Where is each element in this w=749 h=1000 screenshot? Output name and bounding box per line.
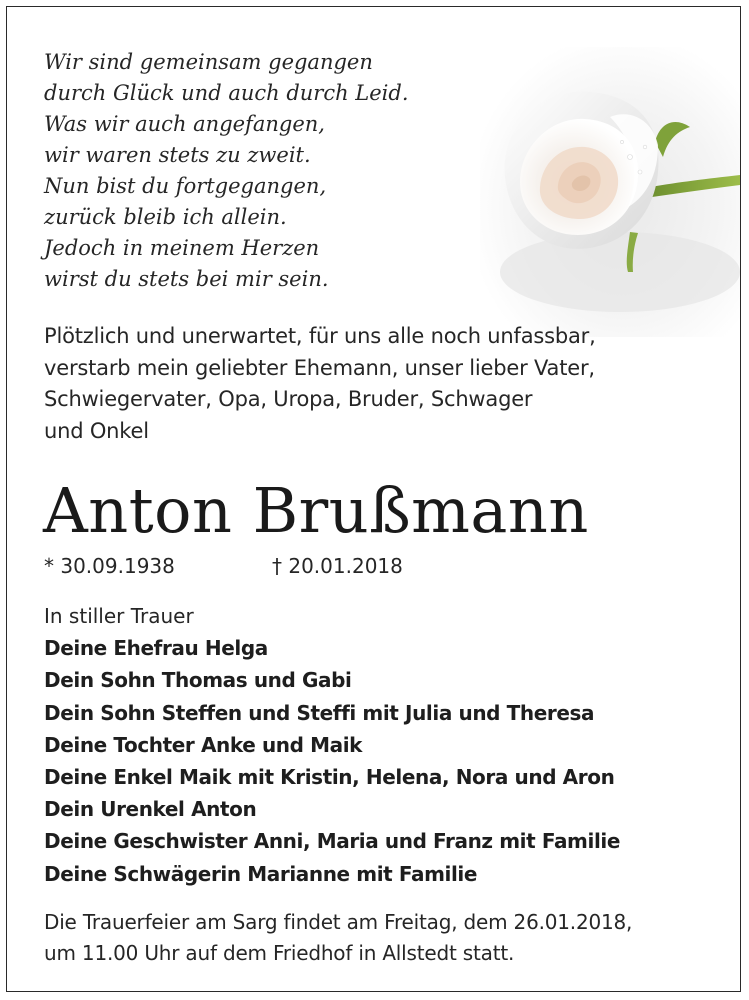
poem-line: Wir sind gemeinsam gegangen	[44, 50, 373, 74]
life-dates	[44, 552, 403, 580]
intro-line: Plötzlich und unerwartet, für uns alle noch unfassbar,	[44, 324, 596, 348]
poem-line: Nun bist du fortgegangen,	[44, 174, 327, 198]
poem	[44, 47, 409, 295]
mourner: Deine Enkel Maik mit Kristin, Helena, Nora und Aron	[44, 765, 615, 790]
intro-text	[44, 321, 596, 447]
death-date: † 20.01.2018	[272, 554, 403, 578]
poem-line: wirst du stets bei mir sein.	[44, 267, 329, 291]
intro-line: verstarb mein geliebter Ehemann, unser lieber Vater,	[44, 355, 595, 380]
mourner: Dein Urenkel Anton	[44, 797, 257, 822]
deceased-name: Anton Brußmann	[43, 474, 589, 547]
mourner: Deine Schwägerin Marianne mit Familie	[44, 861, 478, 886]
poem-line: Was wir auch angefangen,	[44, 112, 325, 136]
mourner: Deine Tochter Anke und Maik	[44, 732, 363, 757]
obituary-frame	[6, 6, 741, 992]
mourners-lead: In stiller Trauer	[44, 604, 194, 628]
poem-line: Jedoch in meinem Herzen	[44, 236, 320, 260]
service-line: um 11.00 Uhr auf dem Friedhof in Allstedt statt.	[44, 941, 515, 965]
poem-line: wir waren stets zu zweit.	[44, 143, 311, 167]
service-info	[44, 907, 632, 969]
mourners-list	[44, 600, 620, 890]
mourner: Dein Sohn Thomas und Gabi	[44, 668, 352, 693]
birth-date: * 30.09.1938	[44, 554, 175, 578]
mourner: Dein Sohn Steffen und Steffi mit Julia und Theresa	[44, 700, 595, 725]
white-rose-icon	[480, 47, 740, 337]
poem-line: zurück bleib ich allein.	[44, 205, 287, 229]
intro-line: Schwiegervater, Opa, Uropa, Bruder, Schwager	[44, 387, 533, 411]
mourner: Deine Ehefrau Helga	[44, 636, 268, 661]
service-line: Die Trauerfeier am Sarg findet am Freitag, dem 26.01.2018,	[44, 910, 633, 934]
intro-line: und Onkel	[44, 418, 149, 443]
mourner: Deine Geschwister Anni, Maria und Franz mit Familie	[44, 829, 621, 854]
poem-line: durch Glück und auch durch Leid.	[44, 81, 409, 105]
